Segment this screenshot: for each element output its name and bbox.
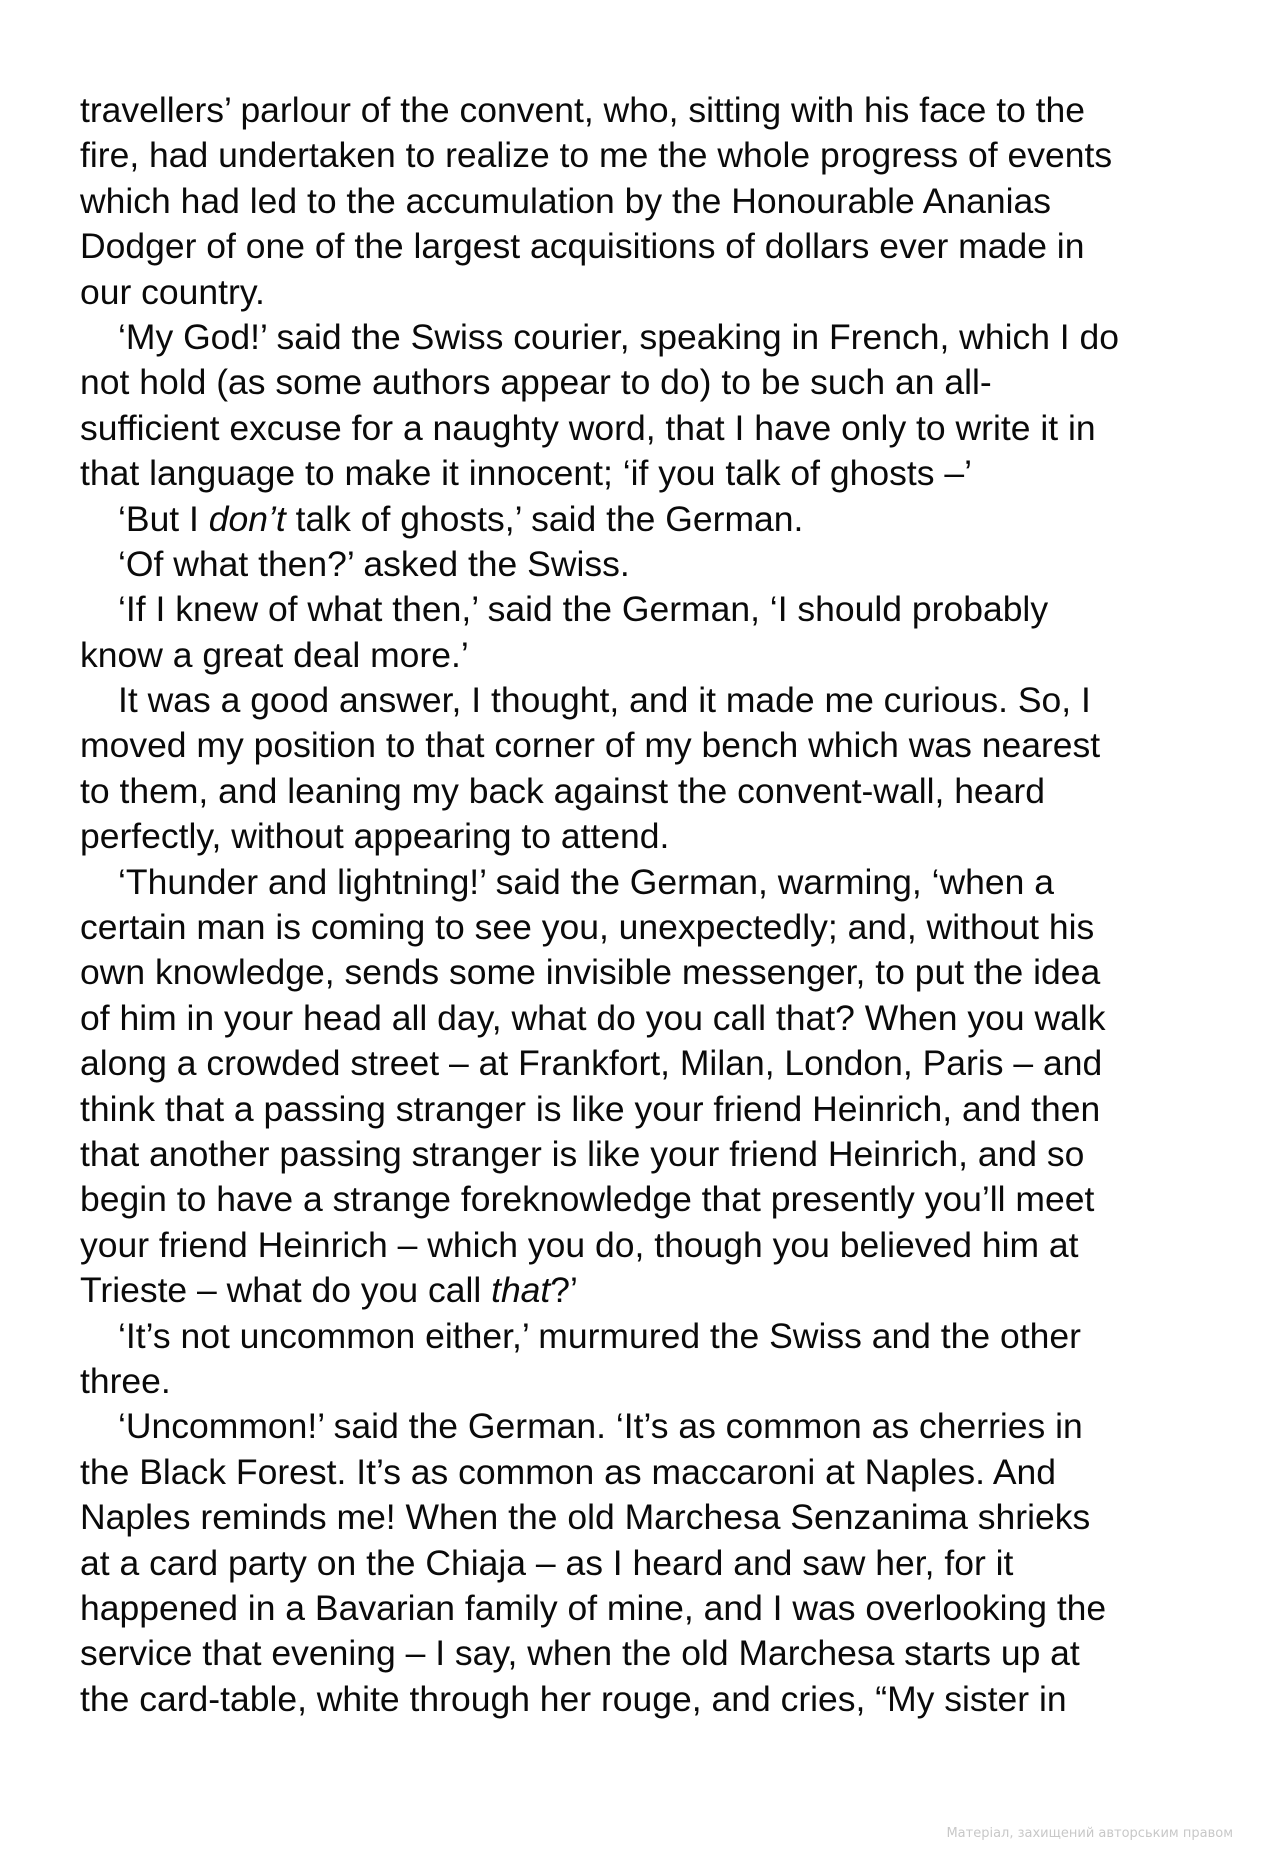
- text-segment: fire, had undertaken to realize to me the whole progress of events: [80, 135, 1113, 176]
- text-line: [80, 451, 1210, 496]
- text-line: [80, 814, 1210, 859]
- text-segment: ‘Of what then?’ asked the Swiss.: [118, 543, 630, 584]
- text-line: [80, 587, 1210, 632]
- text-segment: certain man is coming to see you, unexpectedly; and, without his: [80, 907, 1095, 948]
- text-line: [80, 678, 1210, 723]
- text-line: [80, 179, 1210, 224]
- body-text: [80, 88, 1210, 1722]
- text-line: [80, 1631, 1210, 1676]
- text-line: [80, 1541, 1210, 1586]
- text-segment: which had led to the accumulation by the Honourable Ananias: [80, 180, 1051, 221]
- text-segment: It was a good answer, I thought, and it made me curious. So, I: [118, 680, 1091, 721]
- text-line: [80, 133, 1210, 178]
- text-segment: to them, and leaning my back against the convent-wall, heard: [80, 770, 1045, 811]
- text-segment: of him in your head all day, what do you call that? When you walk: [80, 997, 1106, 1038]
- text-segment: Trieste – what do you call: [80, 1270, 492, 1311]
- text-segment: ‘But I: [118, 498, 209, 539]
- italic-emphasis: that: [491, 1270, 551, 1311]
- text-line: [80, 1041, 1210, 1086]
- text-line: [80, 1495, 1210, 1540]
- text-segment: along a crowded street – at Frankfort, Milan, London, Paris – and: [80, 1043, 1103, 1084]
- text-line: [80, 996, 1210, 1041]
- text-line: [80, 1404, 1210, 1449]
- text-line: [80, 1087, 1210, 1132]
- text-line: [80, 1223, 1210, 1268]
- text-segment: the Black Forest. It’s as common as maccaroni at Naples. And: [80, 1451, 1057, 1492]
- text-segment: ‘It’s not uncommon either,’ murmured the Swiss and the other: [118, 1315, 1081, 1356]
- text-line: [80, 88, 1210, 133]
- text-line: [80, 224, 1210, 269]
- text-segment: ?’: [550, 1270, 578, 1311]
- text-line: [80, 270, 1210, 315]
- text-line: [80, 633, 1210, 678]
- text-segment: ‘Uncommon!’ said the German. ‘It’s as common as cherries in: [118, 1406, 1083, 1447]
- italic-emphasis: don’t: [208, 498, 286, 539]
- text-segment: at a card party on the Chiaja – as I heard and saw her, for it: [80, 1542, 1014, 1583]
- text-segment: Dodger of one of the largest acquisitions of dollars ever made in: [80, 226, 1085, 267]
- text-segment: own knowledge, sends some invisible messenger, to put the idea: [80, 952, 1101, 993]
- text-segment: ‘Thunder and lightning!’ said the German, warming, ‘when a: [118, 861, 1055, 902]
- text-line: [80, 1450, 1210, 1495]
- text-segment: that another passing stranger is like your friend Heinrich, and so: [80, 1133, 1085, 1174]
- copyright-watermark: Матеріал, захищений авторським правом: [946, 1826, 1233, 1841]
- text-segment: your friend Heinrich – which you do, though you believed him at: [80, 1224, 1079, 1265]
- text-segment: begin to have a strange foreknowledge that presently you’ll meet: [80, 1179, 1095, 1220]
- text-segment: Naples reminds me! When the old Marchesa Senzanima shrieks: [80, 1497, 1091, 1538]
- text-line: [80, 723, 1210, 768]
- text-line: [80, 860, 1210, 905]
- text-segment: sufficient excuse for a naughty word, that I have only to write it in: [80, 407, 1096, 448]
- text-segment: three.: [80, 1360, 171, 1401]
- text-segment: know a great deal more.’: [80, 634, 469, 675]
- text-segment: our country.: [80, 271, 265, 312]
- text-line: [80, 360, 1210, 405]
- text-line: [80, 1177, 1210, 1222]
- text-line: [80, 950, 1210, 995]
- text-line: [80, 769, 1210, 814]
- text-line: [80, 1359, 1210, 1404]
- text-segment: talk of ghosts,’ said the German.: [285, 498, 804, 539]
- text-segment: ‘If I knew of what then,’ said the German, ‘I should probably: [118, 589, 1049, 630]
- text-segment: ‘My God!’ said the Swiss courier, speaking in French, which I do: [118, 316, 1120, 357]
- text-segment: moved my position to that corner of my bench which was nearest: [80, 725, 1101, 766]
- text-line: [80, 1132, 1210, 1177]
- text-segment: perfectly, without appearing to attend.: [80, 816, 670, 857]
- text-line: [80, 1677, 1210, 1722]
- text-segment: travellers’ parlour of the convent, who, sitting with his face to the: [80, 90, 1086, 130]
- text-line: [80, 497, 1210, 542]
- text-line: [80, 406, 1210, 451]
- text-line: [80, 542, 1210, 587]
- text-segment: that language to make it innocent; ‘if you talk of ghosts –’: [80, 453, 972, 494]
- text-segment: service that evening – I say, when the old Marchesa starts up at: [80, 1633, 1080, 1674]
- text-line: [80, 1268, 1210, 1313]
- text-line: [80, 1314, 1210, 1359]
- text-segment: think that a passing stranger is like your friend Heinrich, and then: [80, 1088, 1101, 1129]
- text-line: [80, 315, 1210, 360]
- text-line: [80, 1586, 1210, 1631]
- text-segment: not hold (as some authors appear to do) to be such an all-: [80, 362, 992, 403]
- text-segment: happened in a Bavarian family of mine, and I was overlooking the: [80, 1587, 1107, 1628]
- text-segment: the card-table, white through her rouge, and cries, “My sister in: [80, 1678, 1067, 1719]
- text-line: [80, 905, 1210, 950]
